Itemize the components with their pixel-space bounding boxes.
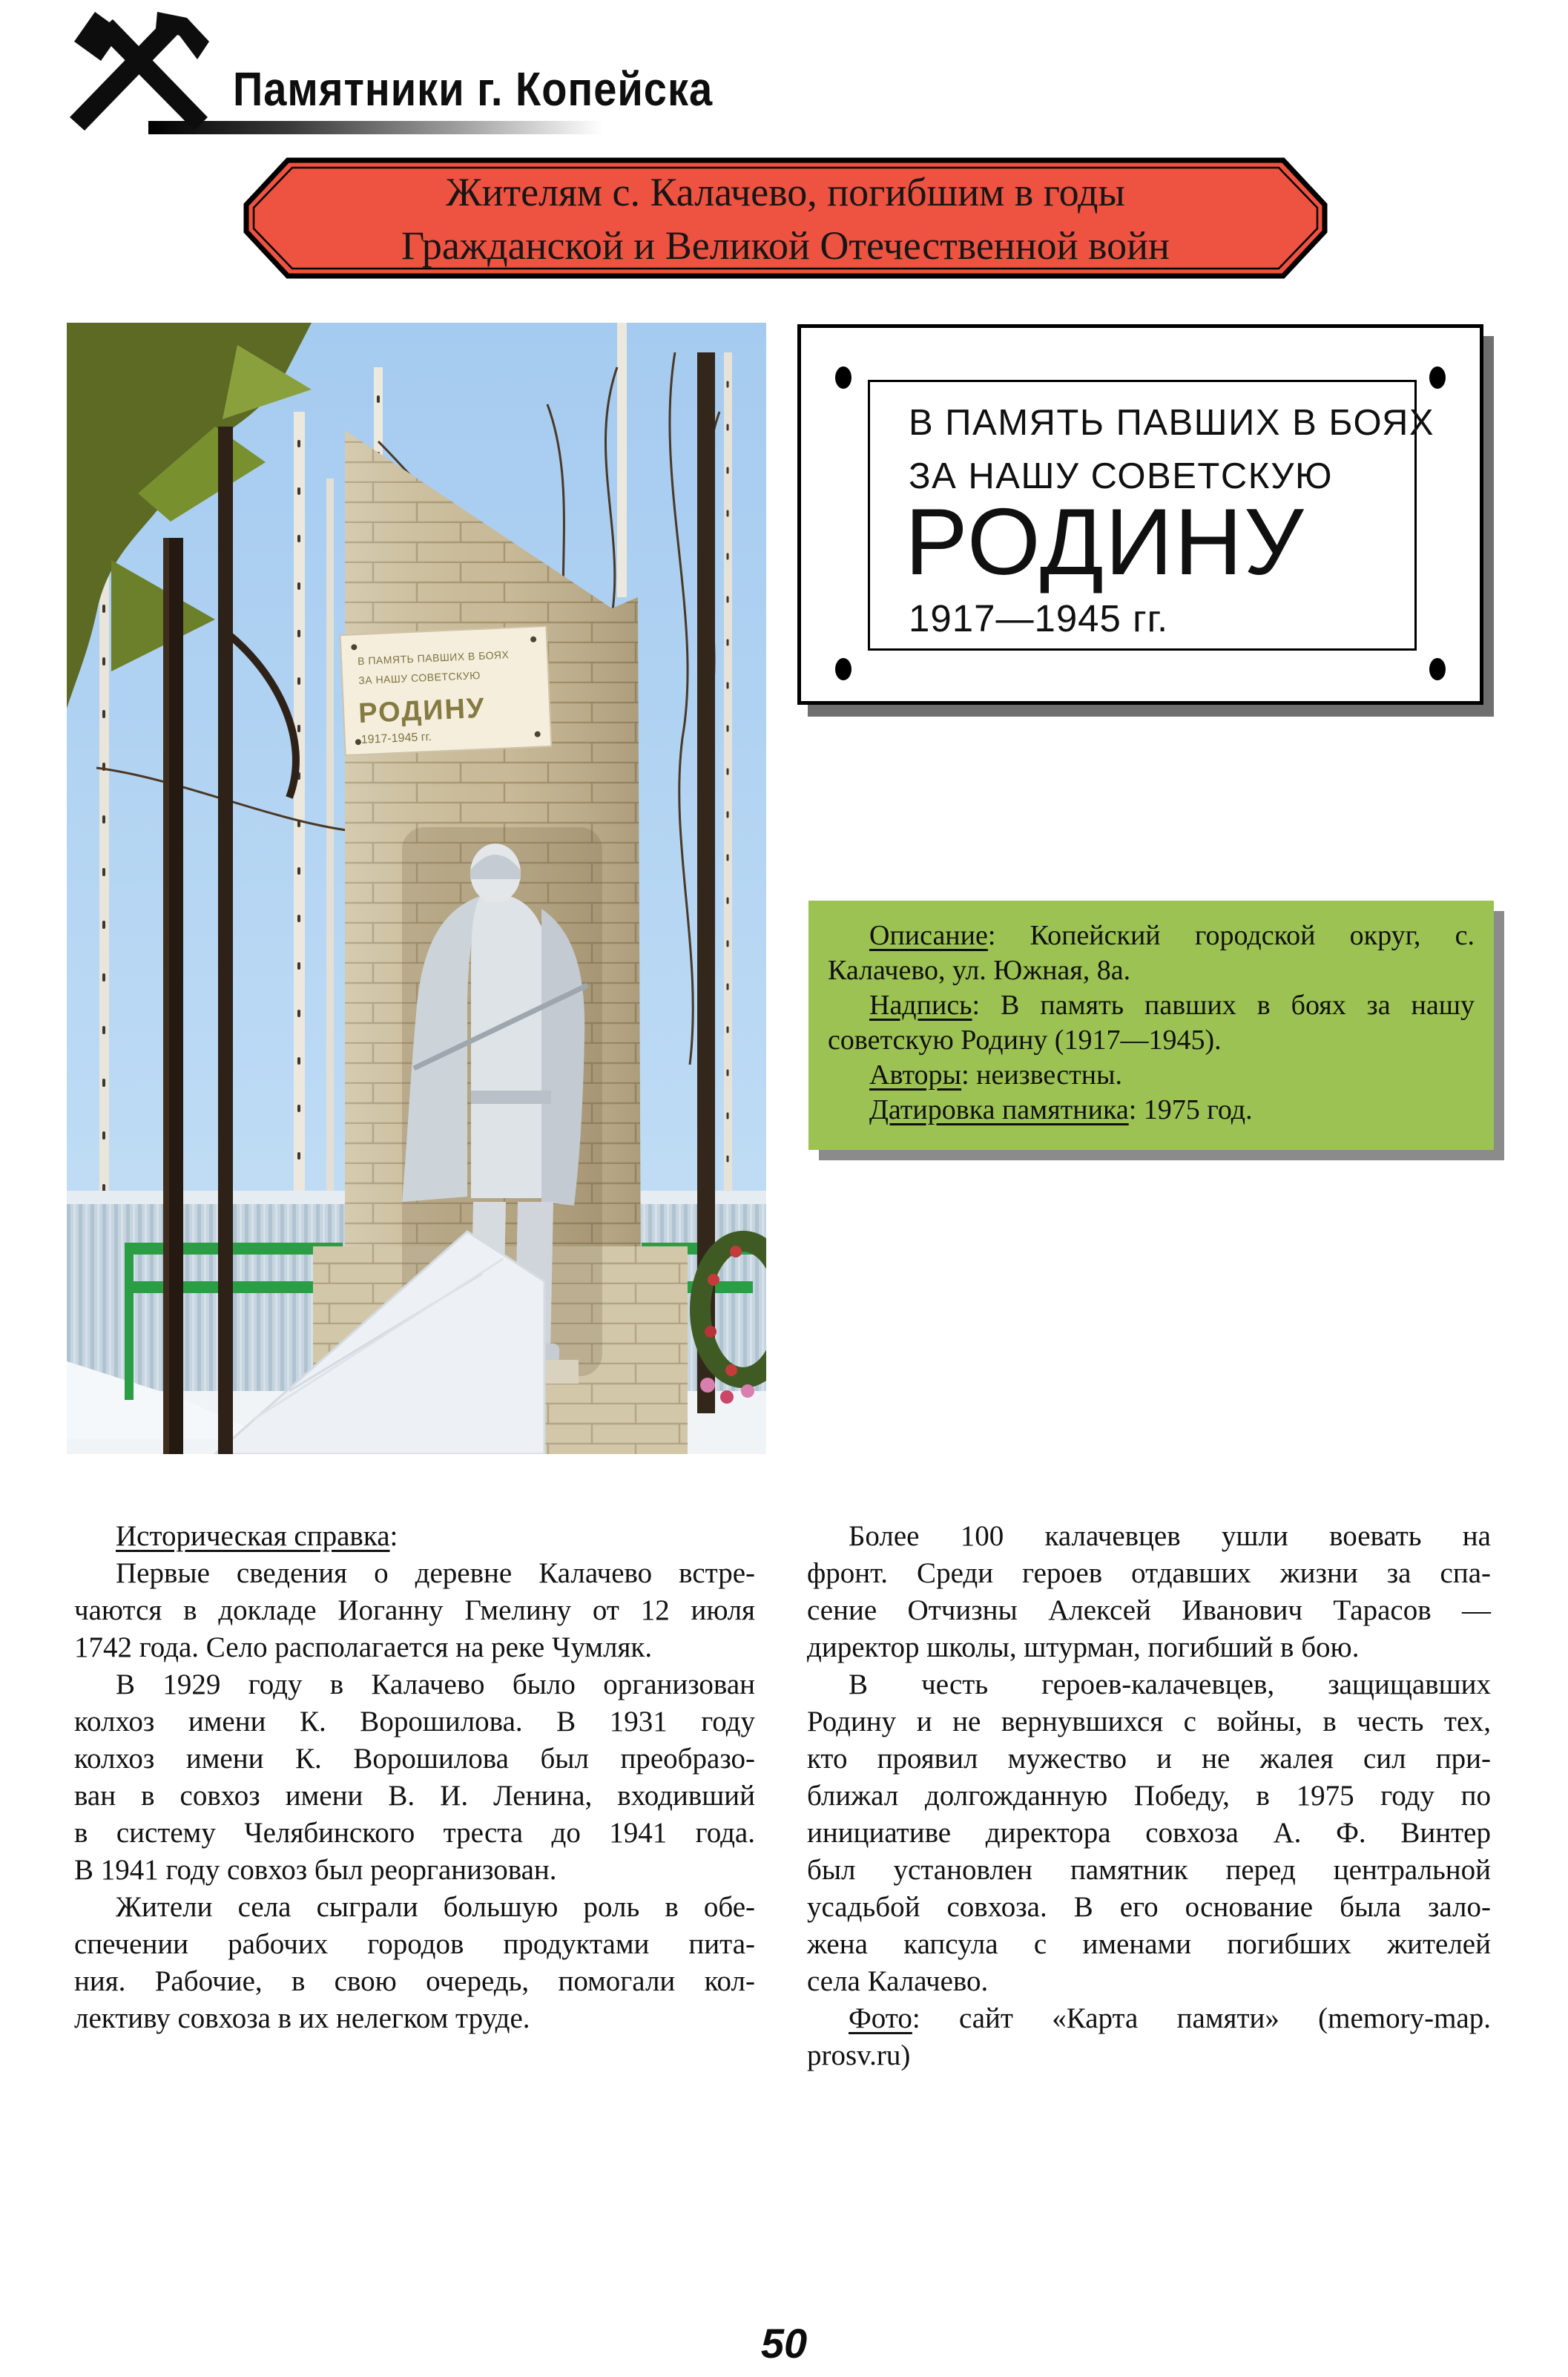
text-line: инициативе директора совхоза А. Ф. Винтер bbox=[807, 1817, 1491, 1849]
text-line: Датировка памятника: 1975 год. bbox=[869, 1094, 1253, 1125]
page-number: 50 bbox=[760, 2320, 808, 2367]
text-line: сение Отчизны Алексей Иванович Тарасов — bbox=[807, 1594, 1491, 1626]
text-line: колхоз имени К. Ворошилова был преобразо- bbox=[74, 1743, 755, 1775]
svg-text:ЗА НАШУ СОВЕТСКУЮ: ЗА НАШУ СОВЕТСКУЮ bbox=[358, 668, 481, 687]
column-right bbox=[807, 1518, 1491, 2074]
text-line: был установлен памятник перед центральной bbox=[807, 1854, 1491, 1886]
info-box bbox=[808, 901, 1494, 1150]
text-line: Авторы: неизвестны. bbox=[869, 1059, 1123, 1091]
text-line: Описание: Копейский городской округ, с. bbox=[869, 920, 1475, 951]
text-line: Надпись: В память павших в боях за нашу bbox=[869, 990, 1475, 1021]
memorial-plaque-panel bbox=[797, 324, 1483, 705]
crossed-hammers-icon bbox=[49, 7, 230, 135]
banner-title-line2: Гражданской и Великой Отечественной войн bbox=[401, 223, 1170, 268]
text-line: ближал долгожданную Победу, в 1975 году по bbox=[807, 1780, 1491, 1812]
text-line: колхоз имени К. Ворошилова. В 1931 году bbox=[74, 1706, 755, 1737]
text-line: Более 100 калачевцев ушли воевать на bbox=[849, 1520, 1491, 1552]
text-line: Фото: сайт «Карта памяти» (memory-map. bbox=[849, 2002, 1491, 2034]
text-line: В 1941 году совхоз был реорганизован. bbox=[74, 1854, 557, 1886]
text-line: В 1929 году в Калачево было организован bbox=[116, 1668, 755, 1700]
text-line: В честь героев-калачевцев, защищавших bbox=[849, 1668, 1491, 1700]
memorial-plaque-photo bbox=[340, 626, 552, 755]
bolt-icon bbox=[835, 366, 851, 389]
bolt-icon bbox=[1429, 658, 1446, 680]
text-line: в систему Челябинского треста до 1941 года. bbox=[74, 1817, 755, 1849]
page-title: Памятники г. Копейска bbox=[233, 62, 714, 116]
text-line: ван в совхоз имени В. И. Ленина, входивший bbox=[74, 1780, 755, 1812]
text-line: Жители села сыграли большую роль в обе- bbox=[116, 1891, 755, 1923]
plaque-line2: ЗА НАШУ СОВЕТСКУЮ bbox=[909, 456, 1333, 496]
text-line: ния. Рабочие, в свою очередь, помогали кол- bbox=[74, 1965, 755, 1997]
monument-photo bbox=[67, 323, 766, 1454]
text-line: спечении рабочих городов продуктами пита- bbox=[74, 1928, 755, 1960]
text-line: лективу совхоза в их нелегком труде. bbox=[74, 2002, 530, 2034]
plaque-word: РОДИНУ bbox=[905, 489, 1305, 594]
text-line: кто проявил мужество и не жалея сил при- bbox=[807, 1743, 1491, 1775]
svg-text:1917-1945 гг.: 1917-1945 гг. bbox=[360, 730, 432, 747]
column-left bbox=[74, 1518, 755, 2037]
text-line: усадьбой совхоза. В его основание была зало- bbox=[807, 1891, 1491, 1923]
text-line: жена капсула с именами погибших жителей bbox=[807, 1928, 1491, 1960]
text-line: Калачево, ул. Южная, 8а. bbox=[828, 955, 1131, 986]
banner-title-line1: Жителям с. Калачево, погибшим в годы bbox=[446, 170, 1125, 214]
text-line: советскую Родину (1917—1945). bbox=[828, 1025, 1222, 1056]
text-line: чаются в докладе Иоганну Гмелину от 12 июля bbox=[74, 1594, 755, 1626]
text-line: Историческая справка: bbox=[116, 1520, 398, 1552]
bolt-icon bbox=[1429, 366, 1446, 389]
svg-text:РОДИНУ: РОДИНУ bbox=[358, 692, 487, 730]
text-line: Первые сведения о деревне Калачево встре- bbox=[116, 1557, 755, 1589]
text-line: 1742 года. Село располагается на реке Чумляк. bbox=[74, 1631, 653, 1663]
text-line: директор школы, штурман, погибший в бою. bbox=[807, 1631, 1360, 1663]
plaque-years: 1917—1945 гг. bbox=[909, 597, 1169, 640]
text-line: села Калачево. bbox=[807, 1965, 989, 1997]
text-line: Родину и не вернувшихся с войны, в честь тех, bbox=[807, 1706, 1491, 1737]
svg-text:В ПАМЯТЬ ПАВШИХ В БОЯХ: В ПАМЯТЬ ПАВШИХ В БОЯХ bbox=[357, 648, 510, 668]
text-line: prosv.ru) bbox=[807, 2039, 911, 2071]
text-line: фронт. Среди героев отдавших жизни за спа- bbox=[807, 1557, 1491, 1589]
plaque-line1: В ПАМЯТЬ ПАВШИХ В БОЯХ bbox=[909, 403, 1435, 443]
bolt-icon bbox=[835, 658, 851, 680]
